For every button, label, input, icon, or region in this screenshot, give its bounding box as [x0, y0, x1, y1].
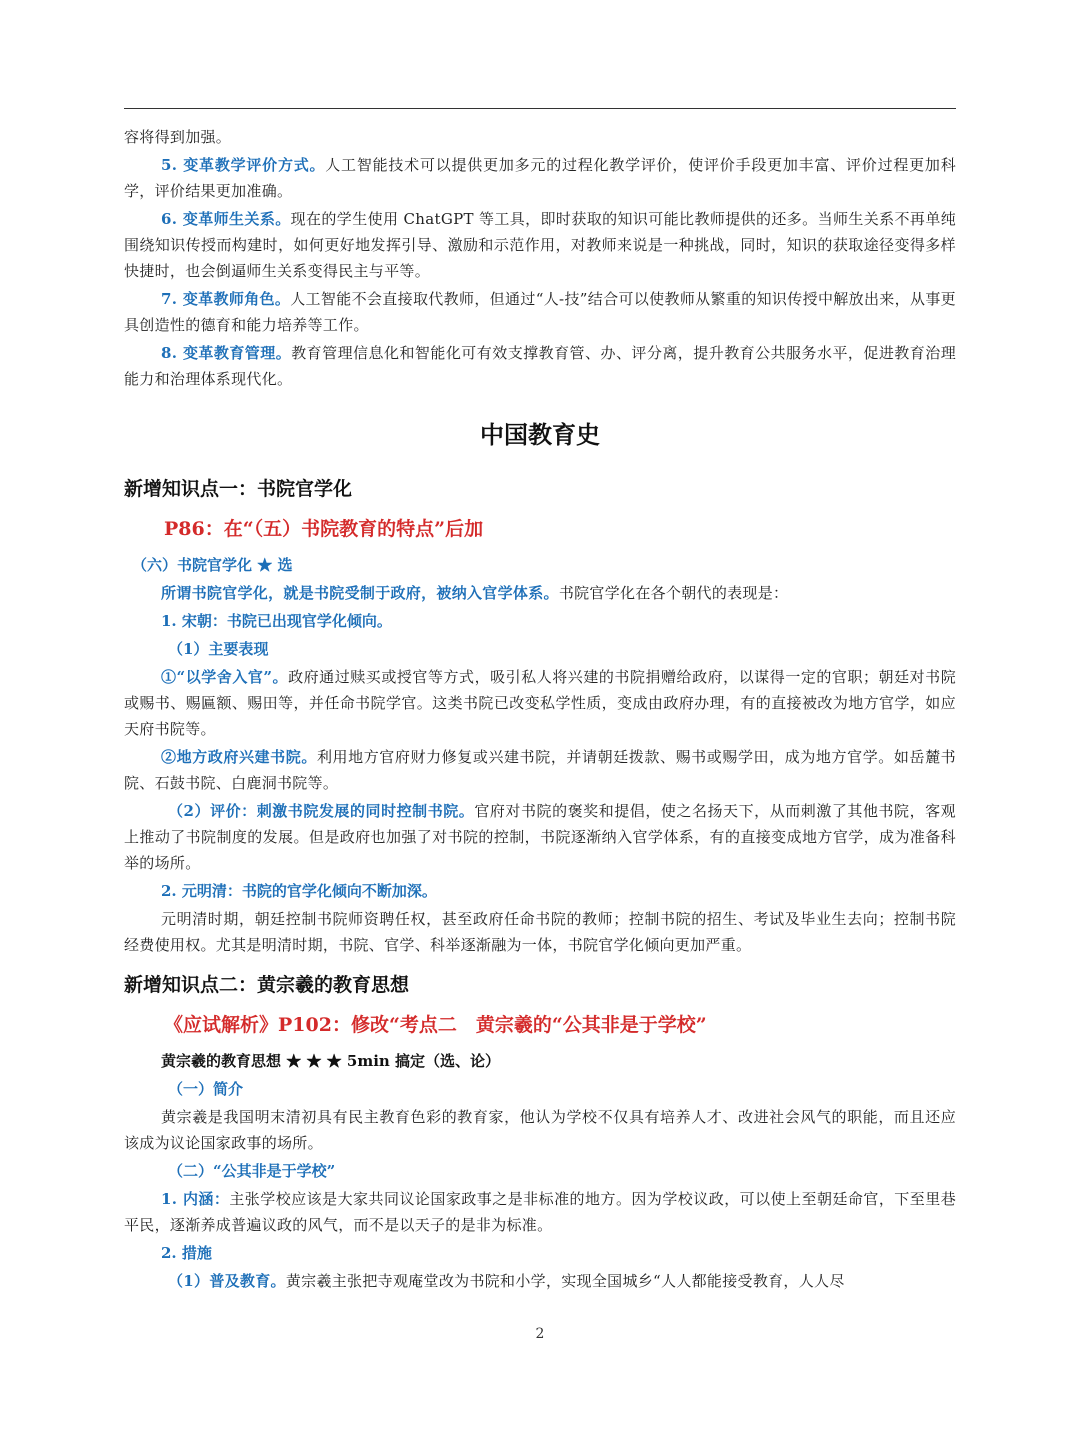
- item-text: 利用地方官府财力修复或兴建书院，并请朝廷拨款、赐书或赐学田，成为地方官学。如岳麓书院、石鼓书院、白鹿洞书院等。: [124, 748, 956, 792]
- header-rule: [124, 108, 956, 109]
- kp2-neihan: [124, 1186, 956, 1238]
- item-label: ①“以学舍入官”。: [161, 668, 289, 686]
- item-text: 官府对书院的褒奖和提倡，使之名扬天下，从而刺激了其他书院，客观上推动了书院制度的发展。但是政府也加强了对书院的控制，书院逐渐纳入官学体系，有的直接变成地方官学，成为准备科举的场所。: [124, 802, 956, 872]
- paragraph-continued: 容将得到加强。: [124, 128, 232, 146]
- kp1-item-1: [124, 664, 956, 742]
- item-label: 8. 变革教育管理。: [161, 344, 292, 362]
- item-text: 人工智能不会直接取代教师，但通过“人-技”结合可以使教师从繁重的知识传授中解放出来，从事更具创造性的德育和能力培养等工作。: [124, 290, 956, 334]
- page-content: [124, 124, 956, 1296]
- definition-text: 书院官学化在各个朝代的表现是：: [558, 584, 789, 602]
- kp1-definition: [124, 580, 956, 606]
- kp2-cuoshi: 2. 措施: [161, 1244, 212, 1262]
- item-label: 1. 内涵：: [161, 1190, 230, 1208]
- item-text: 人工智能技术可以提供更加多元的过程化教学评价，使评价手段更加丰富、评价过程更加科学，评价结果更加准确。: [124, 156, 956, 200]
- paragraph-management: [124, 340, 956, 392]
- kp1-yuan-text: 元明清时期，朝廷控制书院师资聘任权，甚至政府任命书院的教师；控制书院的招生、考试及毕业生去向；控制书院经费使用权。尤其是明清时期，书院、官学、科举逐渐融为一体，书院官学化倾向更加严重。: [124, 910, 956, 954]
- kp1-song: 1. 宋朝：书院已出现官学化倾向。: [161, 612, 392, 630]
- kp1-heading: （六）书院官学化 ★ 选: [132, 556, 293, 574]
- kp2-intro: （一）简介: [168, 1080, 244, 1098]
- item-text: 政府通过赎买或授官等方式，吸引私人将兴建的书院捐赠给政府，以谋得一定的官职；朝廷对书院或赐书、赐匾额、赐田等，并任命书院学官。这类书院已改变私学性质，变成由政府办理，有的直接被改为地方官学，如应天府书院等。: [124, 668, 956, 738]
- kp1-main: （1）主要表现: [168, 640, 269, 658]
- definition-label: 所谓书院官学化，就是书院受制于政府，被纳入官学体系。: [161, 584, 559, 602]
- item-label: 5. 变革教学评价方式。: [161, 156, 326, 174]
- paragraph-eval: [124, 152, 956, 204]
- item-label: 7. 变革教师角色。: [161, 290, 291, 308]
- kp2-gong: （二）“公其非是于学校”: [168, 1162, 336, 1180]
- paragraph-relation: [124, 206, 956, 284]
- item-label: ②地方政府兴建书院。: [161, 748, 317, 766]
- kp2-intro-text: 黄宗羲是我国明末清初具有民主教育色彩的教育家，他认为学校不仅具有培养人才、改进社会风气的职能，而且还应该成为议论国家政事的场所。: [124, 1108, 956, 1152]
- kp2-puji: [124, 1268, 956, 1294]
- item-text: 黄宗羲主张把寺观庵堂改为书院和小学，实现全国城乡“人人都能接受教育，人人尽: [285, 1272, 845, 1290]
- kp1-eval: [124, 798, 956, 876]
- item-label: （1）普及教育。: [168, 1272, 286, 1290]
- kp2-heading: 黄宗羲的教育思想 ★ ★ ★ 5min 搞定（选、论）: [161, 1052, 501, 1070]
- paragraph-role: [124, 286, 956, 338]
- kp1-yuan: 2. 元明清：书院的官学化倾向不断加深。: [161, 882, 437, 900]
- knowledge-point-1-title: 新增知识点一：书院官学化: [124, 478, 353, 500]
- knowledge-point-2-title: 新增知识点二：黄宗羲的教育思想: [124, 974, 410, 996]
- item-text: 主张学校应该是大家共同议论国家政事之是非标准的地方。因为学校议政，可以使上至朝廷命官，下至里巷平民，逐渐养成普遍议政的风气，而不是以天子的是非为标准。: [124, 1190, 956, 1234]
- item-label: 6. 变革师生关系。: [161, 210, 291, 228]
- section-title: 中国教育史: [480, 420, 600, 449]
- knowledge-point-1-note: P86：在“（五）书院教育的特点”后加: [164, 518, 484, 540]
- item-label: （2）评价：刺激书院发展的同时控制书院。: [168, 802, 475, 820]
- item-text: 现在的学生使用 ChatGPT 等工具，即时获取的知识可能比教师提供的还多。当师生关系不再单纯围绕知识传授而构建时，如何更好地发挥引导、激励和示范作用，对教师来说是一种挑战，同时，知识的获取途径变得多样快捷时，也会倒逼师生关系变得民主与平等。: [124, 210, 957, 280]
- item-text: 教育管理信息化和智能化可有效支撑教育管、办、评分离，提升教育公共服务水平，促进教育治理能力和治理体系现代化。: [124, 344, 956, 388]
- kp1-item-2: [124, 744, 956, 796]
- knowledge-point-2-note: 《应试解析》P102：修改“考点二 黄宗羲的“公其非是于学校”: [164, 1014, 707, 1036]
- page-number: 2: [535, 1326, 545, 1342]
